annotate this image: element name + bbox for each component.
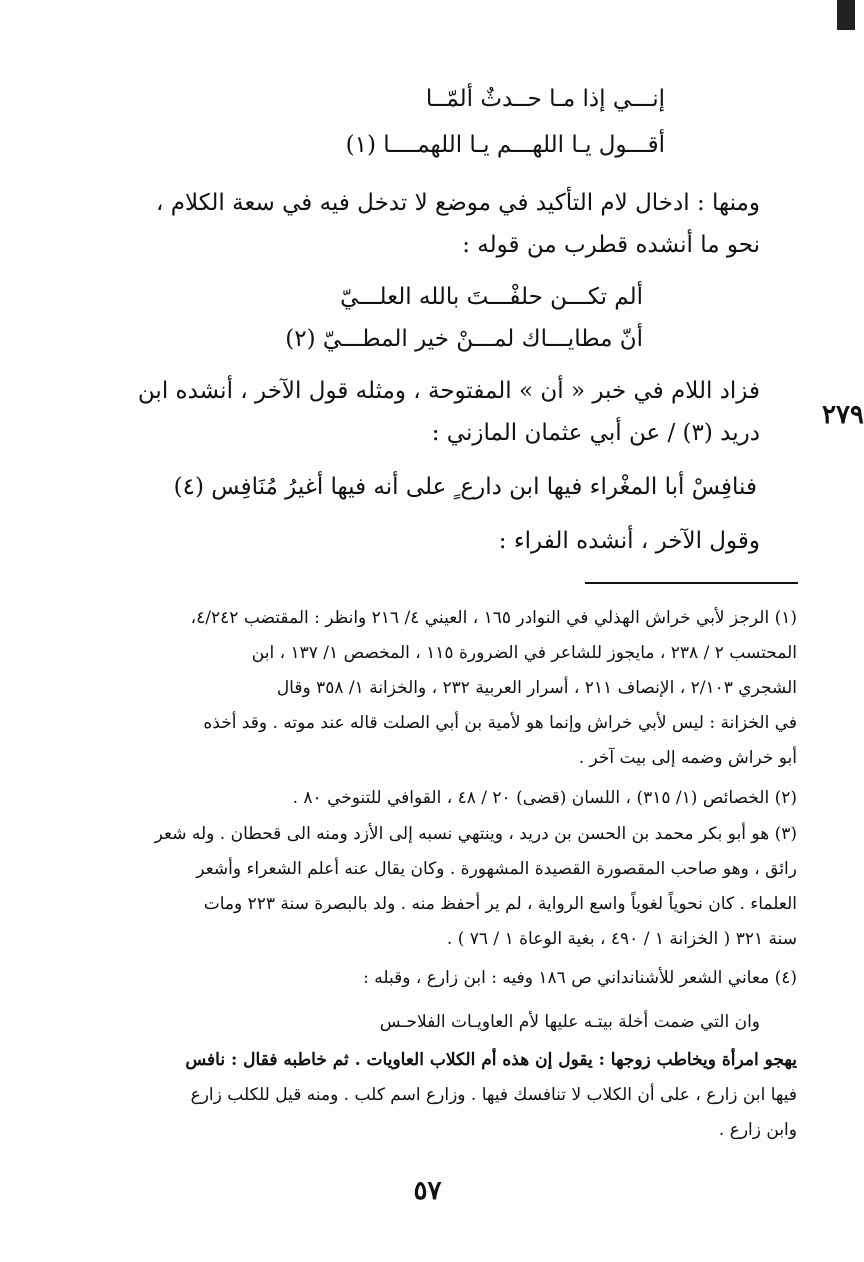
footnote-line: يهجو امرأة ويخاطب زوجها : يقول إن هذه أم الكلاب العاويات . ثم خاطبه فقال : نافس <box>185 1050 797 1070</box>
verse-2-line-2: أنّ مطايـــاك لمـــنْ خير المطـــيّ (٢) <box>285 326 643 352</box>
margin-page-number: ٢٧٩ <box>822 400 864 430</box>
verse-3: فنافِسْ أبا المغْراء فيها ابن دارع ٍ على أنه فيها أغيرُ مُنَافِس (٤) <box>173 474 757 500</box>
footnote-line: (١) الرجز لأبي خراش الهذلي في النوادر ١٦٥ ، العيني ٤/ ٢١٦ وانظر : المقتضب ٤/٢٤٢، <box>190 608 797 628</box>
footnote-separator <box>585 582 798 584</box>
footnote-line: فيها ابن زارع ، على أن الكلاب لا تنافسك فيها . وزارع اسم كلب . ومنه قيل للكلب زارع <box>190 1085 797 1105</box>
footnote-line: سنة ٣٢١ ( الخزانة ١ / ٤٩٠ ، بغية الوعاة ١ / ٧٦ ) . <box>446 929 797 949</box>
footnote-line: (٤) معاني الشعر للأشنانداني ص ١٨٦ وفيه : ابن زارع ، وقبله : <box>363 968 797 988</box>
footnote-line: الشجري ٢/١٠٣ ، الإنصاف ٢١١ ، أسرار العربية ٢٣٢ ، والخزانة ١/ ٣٥٨ وقال <box>276 678 797 698</box>
footnote-line: أبو خراش وضمه إلى بيت آخر . <box>578 748 797 768</box>
text-line-4: دريد (٣) / عن أبي عثمان المازني : <box>431 420 760 446</box>
verse-1-line-1: إنـــي إذا مـا حــدثٌ ألمّــا <box>425 86 665 112</box>
footnote-line: في الخزانة : ليس لأبي خراش وإنما هو لأمية بن أبي الصلت قاله عند موته . وقد أخذه <box>203 713 797 733</box>
footnote-line: المحتسب ٢ / ٢٣٨ ، مايجوز للشاعر في الضرورة ١١٥ ، المخصص ١/ ١٣٧ ، ابن <box>251 643 797 663</box>
scan-edge-strip <box>837 0 855 30</box>
footnote-line: رائق ، وهو صاحب المقصورة القصيدة المشهورة . وكان يقال عنه أعلم الشعراء وأشعر <box>196 859 797 879</box>
page-number: ٥٧ <box>413 1176 442 1206</box>
footnote-line: العلماء . كان نحوياً لغوياً واسع الرواية ، لم ير أحفظ منه . ولد بالبصرة سنة ٢٢٣ ومات <box>203 894 797 914</box>
footnote-line: (٢) الخصائص (١/ ٣١٥) ، اللسان (قضى) ٢٠ / ٤٨ ، القوافي للتنوخي ٨٠ . <box>292 788 797 808</box>
footnote-verse: وان التي ضمت أخلة بيتـه عليها لأم العاويـات الفلاحـس <box>379 1012 760 1032</box>
text-line-2: نحو ما أنشده قطرب من قوله : <box>462 232 760 258</box>
footnote-line: (٣) هو أبو بكر محمد بن الحسن بن دريد ، وينتهي نسبه إلى الأزد ومنه الى قحطان . وله شعر <box>154 824 797 844</box>
verse-2-line-1: ألم تكـــن حلفْـــتَ بالله العلـــيّ <box>340 284 643 310</box>
footnote-line: وابن زارع . <box>718 1120 797 1140</box>
text-line-1: ومنها : ادخال لام التأكيد في موضع لا تدخل فيه في سعة الكلام ، <box>156 190 760 216</box>
verse-1-line-2: أقـــول يـا اللهـــم يـا اللهمــــا (١) <box>345 132 665 158</box>
text-line-3: فزاد اللام في خبر « أن » المفتوحة ، ومثله قول الآخر ، أنشده ابن <box>137 378 760 404</box>
text-line-5: وقول الآخر ، أنشده الفراء : <box>498 528 760 554</box>
